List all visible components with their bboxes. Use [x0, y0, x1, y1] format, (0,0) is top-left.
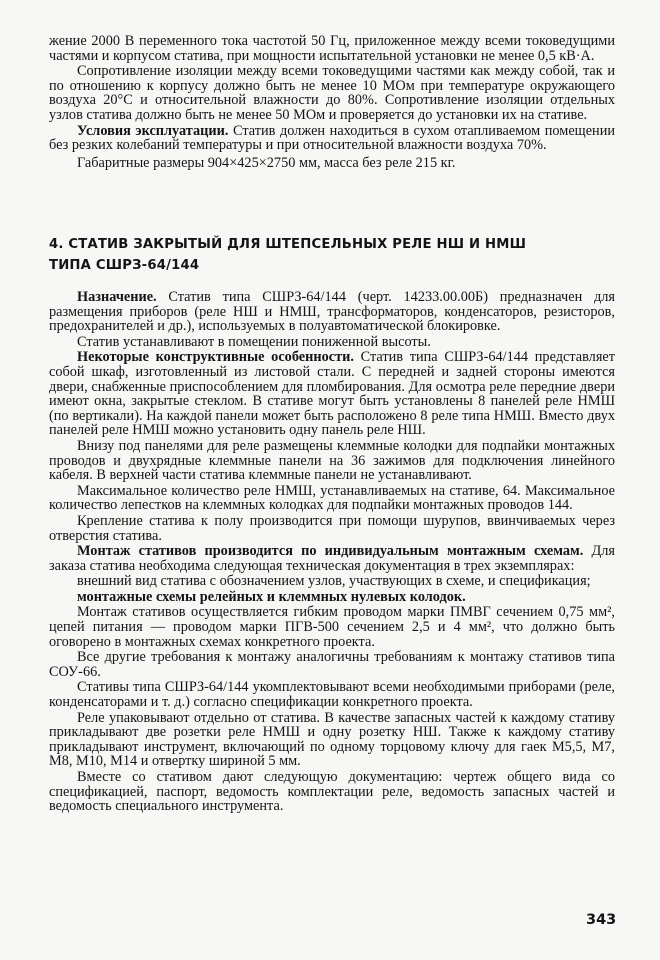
paragraph — [49, 544, 615, 573]
paragraph: Габаритные размеры 904×425×2750 мм, масса без реле 215 кг. — [77, 154, 456, 171]
intro-text — [49, 34, 615, 171]
paragraph-text: Для заказа статива необходима следующая техническая документация в трех экземплярах: — [49, 543, 615, 574]
section-title-line: ТИПА СШРЗ-64/144 — [49, 258, 200, 273]
paragraph: жение 2000 В переменного тока частотой 50 Гц, приложенное между всеми токоведущими частями и корпусом статива, при мощности испытательной установки не менее 0,5 кВ·А. — [49, 33, 615, 64]
paragraph: Максимальное количество реле НМШ, устанавливаемых на стативе, 64. Максимальное количество лепестков на клеммных колодках для подпайки монтажных проводов 144. — [49, 482, 615, 514]
page-number: 343 — [586, 912, 617, 928]
paragraph-text: Статив должен находиться в сухом отапливаемом помещении без резких колебаний температуры и при относительной влажности воздуха 70%. — [49, 122, 615, 154]
section-title-line: 4. СТАТИВ ЗАКРЫТЫЙ ДЛЯ ШТЕПСЕЛЬНЫХ РЕЛЕ НШ И НМШ — [49, 237, 527, 252]
paragraph-text: Статив типа СШРЗ-64/144 представляет собой шкаф, изготовленный из листовой стали. С передней и задней стороны имеются двери, снабженные приспособлением для пломбирования. Для осмотра реле передние двери имеют окна, закрытые стеклом. В стативе могут быть установлены 8 панелей реле НМШ (по вертикали). На каждой панели может быть расположено 8 реле типа НМШ. Вместо двух панелей реле НМШ можно установить одну панель реле НШ. — [49, 349, 615, 439]
paragraph-lead: Условия эксплуатации. — [77, 122, 229, 139]
paragraph-text: Статив типа СШРЗ-64/144 (черт. 14233.00.00Б) предназначен для размещения приборов (реле НШ и НМШ, трансформаторов, конденсаторов, резисторов, предохранителей и др.), используемых в полуавтоматической блокировке. — [49, 289, 615, 335]
paragraph — [49, 350, 615, 438]
paragraph: Вместе со стативом дают следующую документацию: чертеж общего вида со спецификацией, паспорт, ведомость комплектации реле, ведомость запасных частей и ведомость специального инструмента. — [49, 769, 615, 815]
paragraph: Все другие требования к монтажу аналогичны требованиям к монтажу стативов типа СОУ-66. — [49, 649, 615, 680]
paragraph-lead: Некоторые конструктивные особенности. — [77, 349, 354, 366]
paragraph-lead: Монтаж стативов производится по индивидуальным монтажным схемам. — [77, 543, 584, 560]
paragraph: внешний вид статива с обозначением узлов, участвующих в схеме, и спецификация; — [77, 573, 591, 590]
paragraph: Статив устанавливают в помещении пониженной высоты. — [77, 333, 431, 350]
paragraph: Внизу под панелями для реле размещены клеммные колодки для подпайки монтажных проводов и двухрядные клеммные панели на 36 зажимов для подключения линейного кабеля. В верхней части статива клеммные панели не устанавливают. — [49, 437, 615, 484]
section-body — [49, 290, 615, 815]
paragraph: монтажные схемы релейных и клеммных нулевых колодок. — [77, 588, 466, 605]
paragraph: Крепление статива к полу производится при помощи шурупов, ввинчиваемых через отверстия статива. — [49, 512, 615, 544]
section-title — [49, 234, 615, 276]
paragraph — [49, 124, 615, 153]
paragraph: Сопротивление изоляции между всеми токоведущими частями как между собой, так и по отношению к корпусу должно быть не менее 10 МОм при температуре окружающего воздуха 20°С и относительной влажности до 80%. Сопротивление изоляции отдельных узлов статива должно быть не менее 50 МОм и проверяется до установки их на стативе. — [49, 63, 615, 123]
paragraph: Реле упаковывают отдельно от статива. В качестве запасных частей к каждому стативу прикладывают две розетки реле НМШ и одну розетку НШ. Также к каждому стативу прикладывают инструмент, включающий по одному торцовому ключу для гаек М5,5, М7, М8, М10, М14 и отвертку шириной 5 мм. — [49, 709, 615, 770]
paragraph: Стативы типа СШРЗ-64/144 укомплектовывают всеми необходимыми приборами (реле, конденсаторами и т. д.) согласно спецификации конкретного проекта. — [49, 679, 615, 711]
paragraph — [49, 290, 615, 334]
paragraph: Монтаж стативов осуществляется гибким проводом марки ПМВГ сечением 0,75 мм², цепей питания — проводом марки ПГВ-500 сечением 2,5 и 4 мм², что должно быть оговорено в монтажных схемах конкретного проекта. — [49, 604, 615, 650]
paragraph-lead: Назначение. — [77, 289, 157, 305]
